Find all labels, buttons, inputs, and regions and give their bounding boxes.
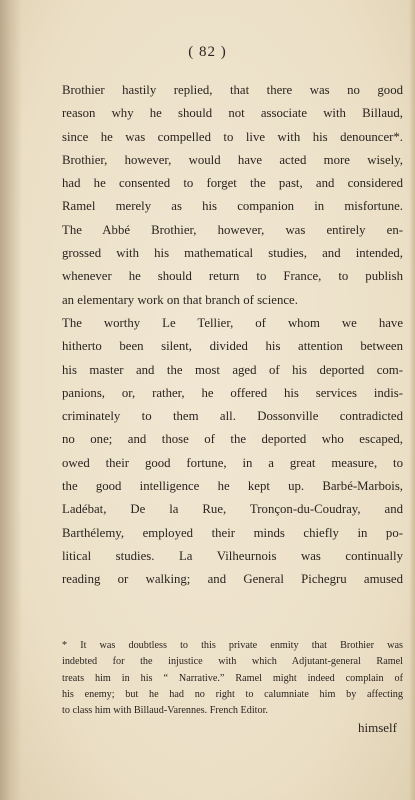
text-line: no one; and those of the deported who escaped, xyxy=(62,432,403,447)
catchword: himself xyxy=(358,720,397,735)
text-line: had he consented to forget the past, and considered xyxy=(62,176,403,191)
text-line: Brothier, however, would have acted more wisely, xyxy=(62,152,403,167)
footnote-line: indebted for the injustice with which Adjutant-general Ramel xyxy=(62,656,403,668)
footnote-line: his enemy; but he had no right to calumniate him by affecting xyxy=(62,688,403,700)
text-line: Brothier hastily replied, that there was no good xyxy=(62,83,403,97)
footnote-line: * It was doubtless to this private enmity that Brothier was xyxy=(62,640,403,651)
text-line: panions, or, rather, he offered his services indis- xyxy=(62,385,403,400)
text-line: reading or walking; and General Pichegru amused xyxy=(62,572,403,587)
text-line: an elementary work on that branch of science. xyxy=(62,292,298,307)
page-edge-shadow xyxy=(409,0,415,800)
text-line: owed their good fortune, in a great measure, to xyxy=(62,455,403,470)
text-line: The worthy Le Tellier, of whom we have xyxy=(62,315,403,330)
text-line: Barthélemy, employed their minds chiefly in po- xyxy=(62,525,403,540)
text-line: criminately to them all. Dossonville contradicted xyxy=(62,409,403,424)
text-line: Ramel merely as his companion in misfortune. xyxy=(62,199,403,214)
text-line: hitherto been silent, divided his attention between xyxy=(62,339,403,354)
footnote-line: to class him with Billaud-Varennes. French Editor. xyxy=(62,705,268,717)
text-line: the good intelligence he kept up. Barbé-Marbois, xyxy=(62,479,403,494)
text-line: whenever he should return to France, to publish xyxy=(62,269,403,284)
text-line: his master and the most aged of his deported com- xyxy=(62,362,403,377)
text-line: reason why he should not associate with Billaud, xyxy=(62,106,403,121)
text-line: litical studies. La Vilheurnois was continually xyxy=(62,548,403,563)
footnote-line: treats him in his “ Narrative.” Ramel might indeed complain of xyxy=(62,672,403,684)
text-line: The Abbé Brothier, however, was entirely en- xyxy=(62,222,403,237)
text-line: Ladébat, De la Rue, Tronçon-du-Coudray, and xyxy=(62,502,403,517)
body-text xyxy=(62,79,403,592)
page-number: ( 82 ) xyxy=(188,44,227,60)
text-line: since he was compelled to live with his denouncer*. xyxy=(62,129,403,144)
footnote xyxy=(62,638,403,719)
text-line: grossed with his mathematical studies, and intended, xyxy=(62,246,403,261)
page-gutter-shadow xyxy=(0,0,22,800)
